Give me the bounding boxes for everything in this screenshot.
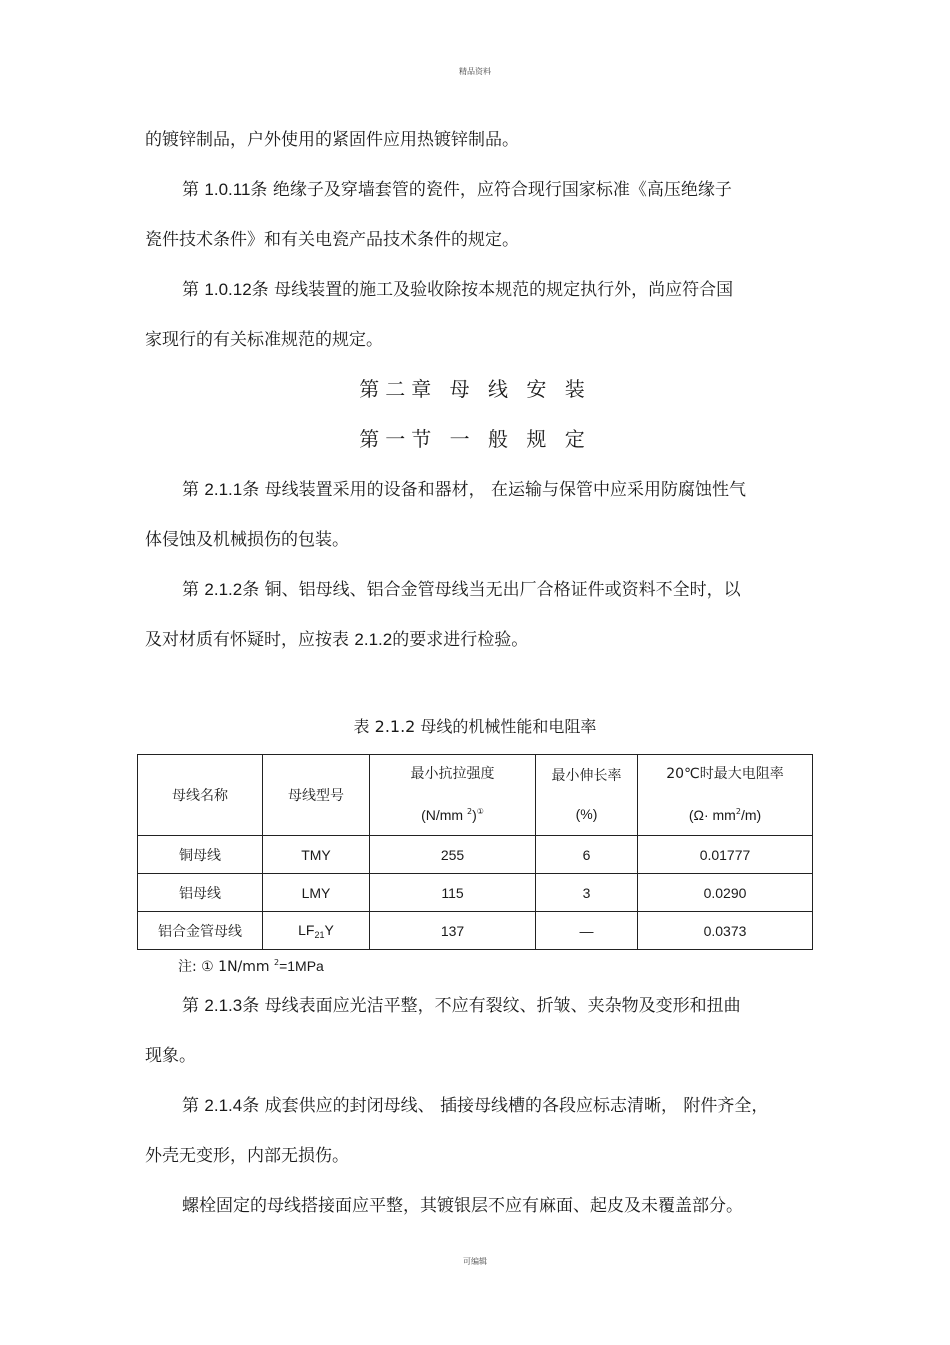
- superscript: 2: [466, 807, 473, 816]
- clause-text: 条 铜、铝母线、铝合金管母线当无出厂合格证件或资料不全时，以: [242, 580, 741, 600]
- clause-prefix: 第: [182, 280, 205, 300]
- clause-2-1-2: [182, 578, 862, 602]
- table-caption: 表 2.1.2 母线的机械性能和电阻率: [353, 717, 597, 736]
- cell-resistivity: 0.01777: [638, 836, 813, 874]
- unit: ): [472, 807, 477, 823]
- footnote-mark: ①: [476, 807, 484, 816]
- clause-text: 条 母线装置采用的设备和器材， 在运输与保管中应采用防腐蚀性气: [242, 480, 747, 500]
- text: 的镀锌制品，户外使用的紧固件应用热镀锌制品。: [145, 130, 519, 150]
- clause-text: 条 成套供应的封闭母线、 插接母线槽的各段应标志清晰， 附件齐全，: [242, 1096, 769, 1116]
- cell-elongation: —: [536, 912, 638, 950]
- paragraph-line: [182, 1194, 862, 1218]
- note-text: 注: ① 1N/mm: [178, 959, 274, 975]
- header-line: (%): [575, 806, 598, 822]
- table-note: [178, 953, 324, 977]
- header-line: 最小伸长率: [551, 768, 622, 784]
- superscript: 2: [735, 807, 741, 816]
- paragraph-line: [145, 128, 825, 152]
- cell-name: 铝母线: [138, 874, 263, 912]
- chapter-heading: 第二章 母 线 安 装: [359, 377, 591, 401]
- paragraph-line: [145, 228, 825, 252]
- clause-number: 2.1.1: [204, 480, 243, 499]
- paragraph-line: [145, 628, 825, 652]
- clause-prefix: 第: [182, 180, 205, 200]
- clause-1-0-12: [182, 278, 862, 302]
- cell-name: 铜母线: [138, 836, 263, 874]
- cell-elongation: 3: [536, 874, 638, 912]
- header-cell: [536, 755, 638, 836]
- model-text: Y: [324, 921, 334, 938]
- clause-1-0-11: [182, 178, 862, 202]
- text: 的要求进行检验。: [392, 630, 529, 650]
- page-header: 精品资料: [459, 67, 491, 76]
- header-line: 20℃时最大电阻率: [666, 766, 784, 782]
- text: 外壳无变形，内部无损伤。: [145, 1146, 349, 1166]
- note-text: =1MPa: [279, 958, 324, 974]
- unit: (Ω· mm: [688, 807, 736, 823]
- cell-strength: 137: [370, 912, 536, 950]
- clause-text: 条 绝缘子及穿墙套管的瓷件，应符合现行国家标准《高压绝缘子: [250, 180, 732, 200]
- paragraph-line: [145, 328, 825, 352]
- clause-prefix: 第: [182, 996, 205, 1016]
- text: 瓷件技术条件》和有关电瓷产品技术条件的规定。: [145, 230, 519, 250]
- unit: /m): [740, 807, 762, 823]
- clause-number: 1.0.12: [204, 280, 252, 299]
- header-cell: [638, 755, 813, 836]
- header-line: 最小抗拉强度: [410, 766, 495, 782]
- cell-resistivity: 0.0290: [638, 874, 813, 912]
- clause-2-1-1: [182, 478, 862, 502]
- properties-table: [137, 754, 813, 950]
- clause-prefix: 第: [182, 480, 205, 500]
- clause-text: 条 母线装置的施工及验收除按本规范的规定执行外，尚应符合国: [251, 280, 734, 300]
- table-row: [138, 912, 813, 950]
- table-row: [138, 874, 813, 912]
- clause-number: 1.0.11: [204, 180, 251, 199]
- table-reference: 2.1.2: [354, 630, 393, 649]
- clause-text: 条 母线表面应光洁平整，不应有裂纹、折皱、夹杂物及变形和扭曲: [242, 996, 741, 1016]
- cell-elongation: 6: [536, 836, 638, 874]
- section-heading: 第一节 一 般 规 定: [359, 427, 591, 451]
- cell-strength: 115: [370, 874, 536, 912]
- clause-prefix: 第: [182, 1096, 205, 1116]
- clause-2-1-4: [182, 1094, 862, 1118]
- clause-number: 2.1.4: [204, 1096, 243, 1115]
- cell-strength: 255: [370, 836, 536, 874]
- model-text: LF: [298, 921, 315, 938]
- clause-prefix: 第: [182, 580, 205, 600]
- header-line: [638, 793, 812, 835]
- text: 家现行的有关标准规范的规定。: [145, 330, 383, 350]
- cell-model: LMY: [263, 874, 370, 912]
- cell-model: [263, 912, 370, 950]
- page-footer: 可编辑: [463, 1257, 487, 1266]
- paragraph-line: [145, 528, 825, 552]
- unit: (N/mm: [421, 807, 467, 823]
- table-row: [138, 836, 813, 874]
- clause-number: 2.1.2: [204, 580, 243, 599]
- superscript: 2: [274, 958, 280, 967]
- cell-resistivity: 0.0373: [638, 912, 813, 950]
- header-line: [370, 793, 535, 835]
- cell-name: 铝合金管母线: [138, 912, 263, 950]
- text: 螺栓固定的母线搭接面应平整，其镀银层不应有麻面、起皮及未覆盖部分。: [182, 1196, 743, 1216]
- text: 现象。: [145, 1046, 196, 1066]
- subscript: 21: [314, 929, 325, 940]
- text: 及对材质有怀疑时，应按表: [145, 630, 355, 650]
- text: 体侵蚀及机械损伤的包装。: [145, 530, 349, 550]
- table-header-row: [138, 755, 813, 836]
- header-cell: 母线型号: [263, 755, 370, 836]
- cell-model: TMY: [263, 836, 370, 874]
- clause-2-1-3: [182, 994, 862, 1018]
- paragraph-line: [145, 1144, 825, 1168]
- clause-number: 2.1.3: [204, 996, 243, 1015]
- paragraph-line: [145, 1044, 825, 1068]
- header-cell: [370, 755, 536, 836]
- header-cell: 母线名称: [138, 755, 263, 836]
